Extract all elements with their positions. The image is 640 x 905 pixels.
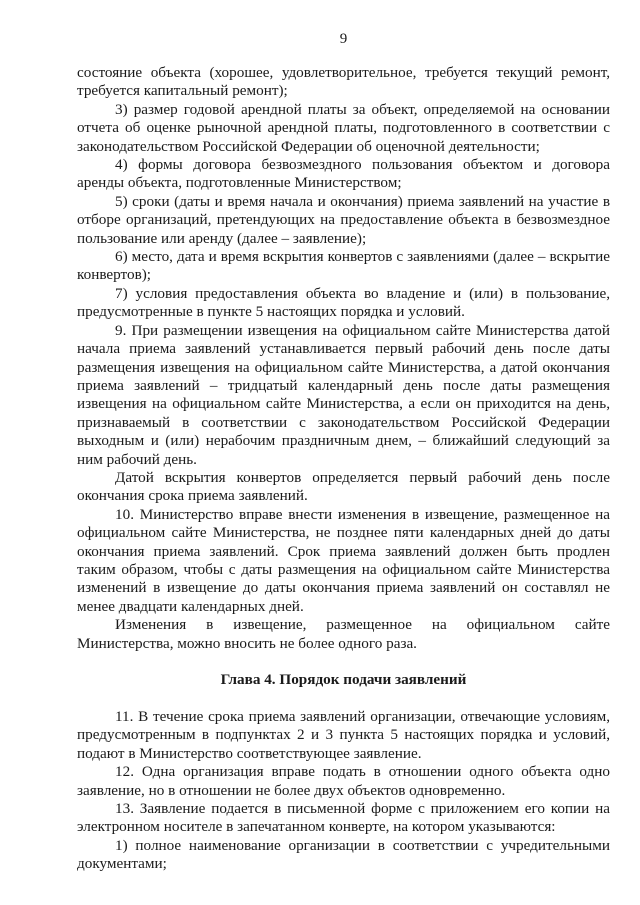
- list-item-4: 4) формы договора безвозмездного пользования объектом и договора аренды объекта, подготовленные Министерством;: [77, 156, 610, 192]
- list-item-3: 3) размер годовой арендной платы за объект, определяемой на основании отчета об оценке рыночной арендной платы, подготовленного в соответствии с законодательством Российской Федерации об оценочной деятельности;: [77, 100, 610, 155]
- paragraph-10-changes: Изменения в извещение, размещенное на официальном сайте Министерства, можно вносить не более одного раза.: [77, 616, 610, 652]
- list-item-7: 7) условия предоставления объекта во владение и (или) в пользование, предусмотренные в пункте 5 настоящих порядка и условий.: [77, 284, 610, 321]
- paragraph-9: 9. При размещении извещения на официальном сайте Министерства датой начала приема заявлений устанавливается первый рабочий день после даты размещения извещения на официальном сайте Министерства, а датой окончания приема заявлений – тридцатый календарный день после даты размещения извещения на официальном сайте Министерства, а если он приходится на день, признаваемый в соответствии с законодательством Российской Федерации выходным и (или) нерабочим праздничным днем, – ближайший следующий за ним рабочий день.: [77, 321, 610, 468]
- list-item-6: 6) место, дата и время вскрытия конвертов с заявлениями (далее – вскрытие конвертов);: [77, 248, 610, 284]
- paragraph-9-opening-date: Датой вскрытия конвертов определяется первый рабочий день после окончания срока приема заявлений.: [77, 468, 610, 505]
- page-number: 9: [339, 31, 348, 47]
- list-item-13-1: 1) полное наименование организации в соответствии с учредительными документами;: [77, 836, 610, 873]
- list-item-5: 5) сроки (даты и время начала и окончания) приема заявлений на участие в отборе организаций, претендующих на предоставление объекта в безвозмездное пользование или аренду (далее – заявление);: [77, 192, 610, 247]
- paragraph-12: 12. Одна организация вправе подать в отношении одного объекта одно заявление, но в отношении не более двух объектов одновременно.: [77, 763, 610, 799]
- paragraph-11: 11. В течение срока приема заявлений организации, отвечающие условиям, предусмотренным в подпунктах 2 и 3 пункта 5 настоящих порядка и условий, подают в Министерство соответствующее заявление.: [77, 708, 610, 762]
- chapter-heading: Глава 4. Порядок подачи заявлений: [220, 671, 467, 688]
- paragraph-10: 10. Министерство вправе внести изменения в извещение, размещенное на официальном сайте Министерства, не позднее пяти календарных дней до даты окончания приема заявлений. Срок приема заявлений должен быть продлен таким образом, чтобы с даты размещения на официальном сайте Министерства изменений в извещение до даты окончания приема заявлений он составлял не менее двадцати календарных дней.: [77, 505, 610, 615]
- paragraph-13: 13. Заявление подается в письменной форме с приложением его копии на электронном носителе в запечатанном конверте, на котором указываются:: [77, 800, 610, 836]
- paragraph-continuation: состояние объекта (хорошее, удовлетворительное, требуется текущий ремонт, требуется капитальный ремонт);: [77, 64, 610, 100]
